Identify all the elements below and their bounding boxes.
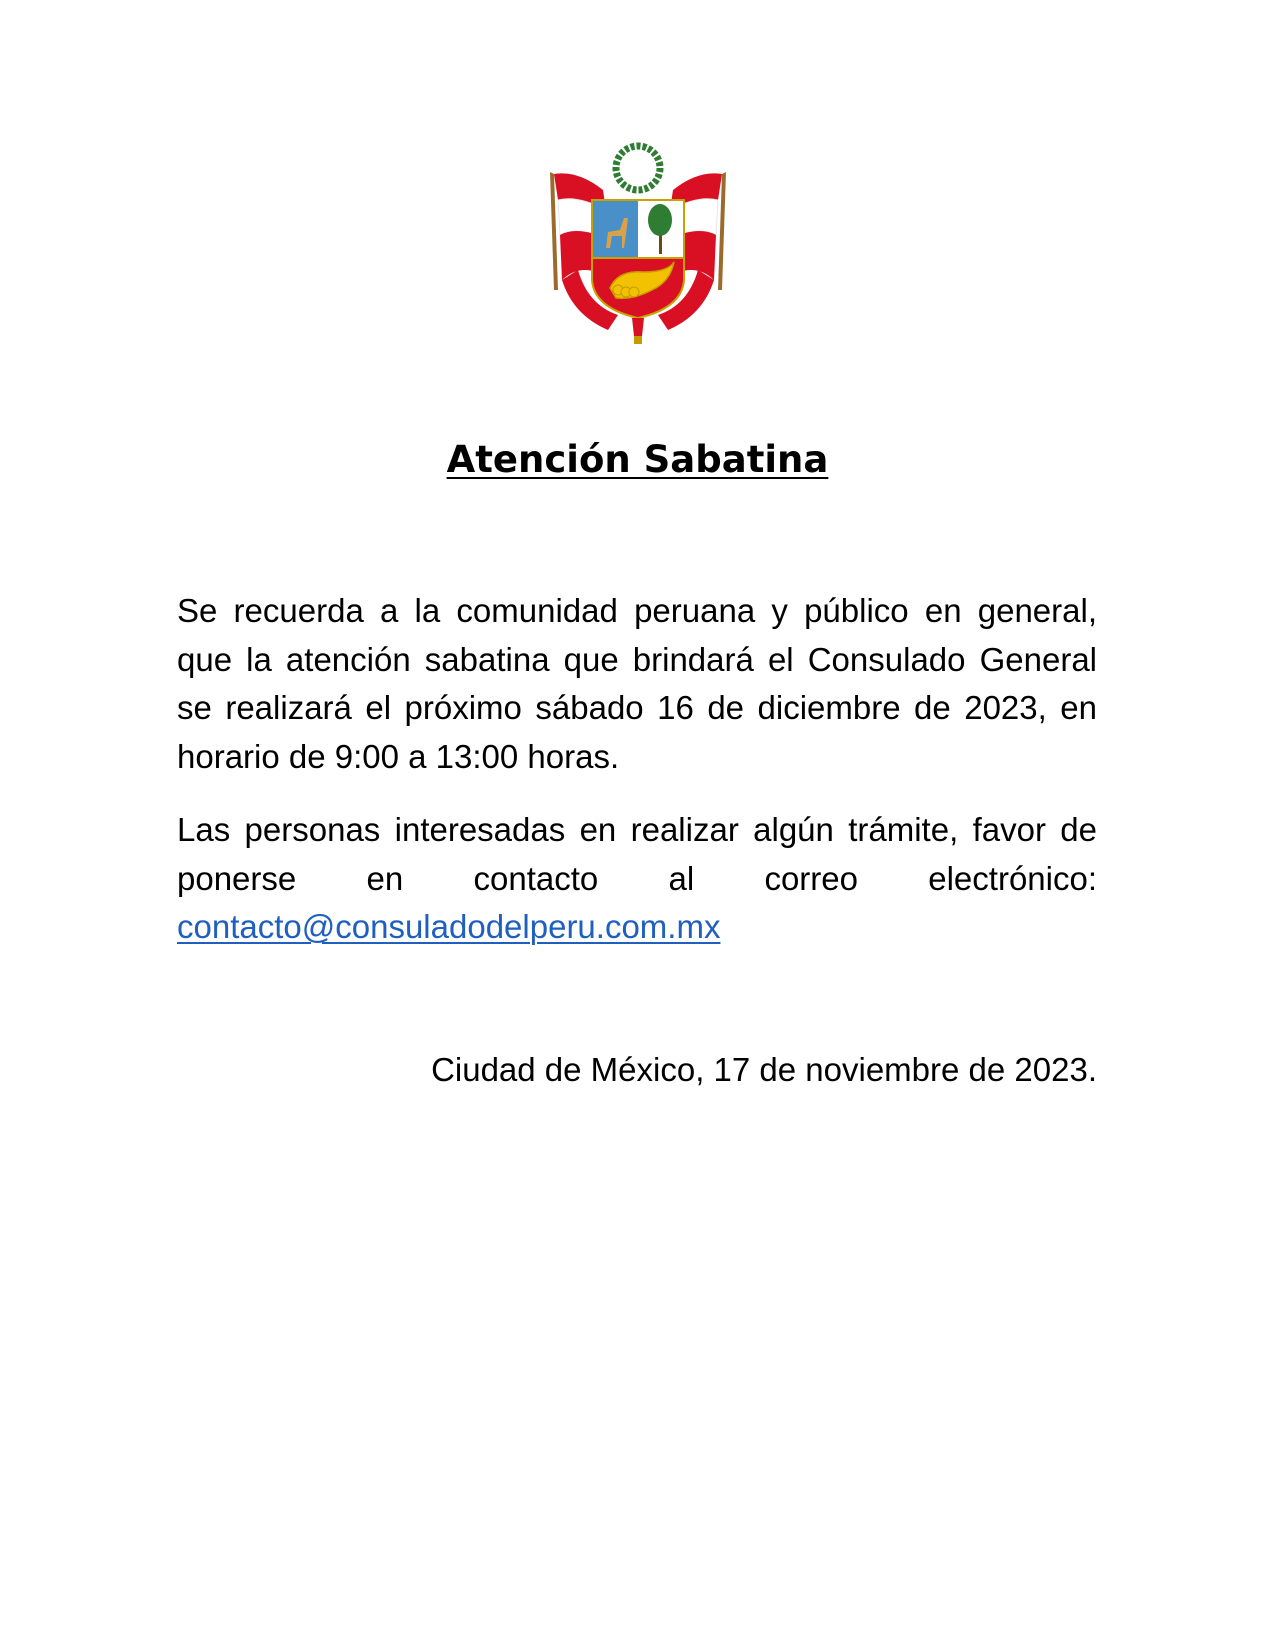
dateline: Ciudad de México, 17 de noviembre de 2023.: [431, 1051, 1097, 1088]
peru-coat-of-arms-icon: [548, 140, 728, 350]
paragraph-contact: [177, 806, 1097, 952]
paragraph-contact-text: Las personas interesadas en realizar algún trámite, favor de ponerse en contacto al correo electrónico:: [177, 811, 1097, 897]
email-link[interactable]: contacto@consuladodelperu.com.mx: [177, 908, 721, 945]
page-title: Atención Sabatina: [446, 438, 829, 481]
paragraph-announcement: Se recuerda a la comunidad peruana y público en general, que la atención sabatina que brindará el Consulado General se realizará el próximo sábado 16 de diciembre de 2023, en horario de 9:00 a 13:00 horas.: [177, 592, 1097, 775]
